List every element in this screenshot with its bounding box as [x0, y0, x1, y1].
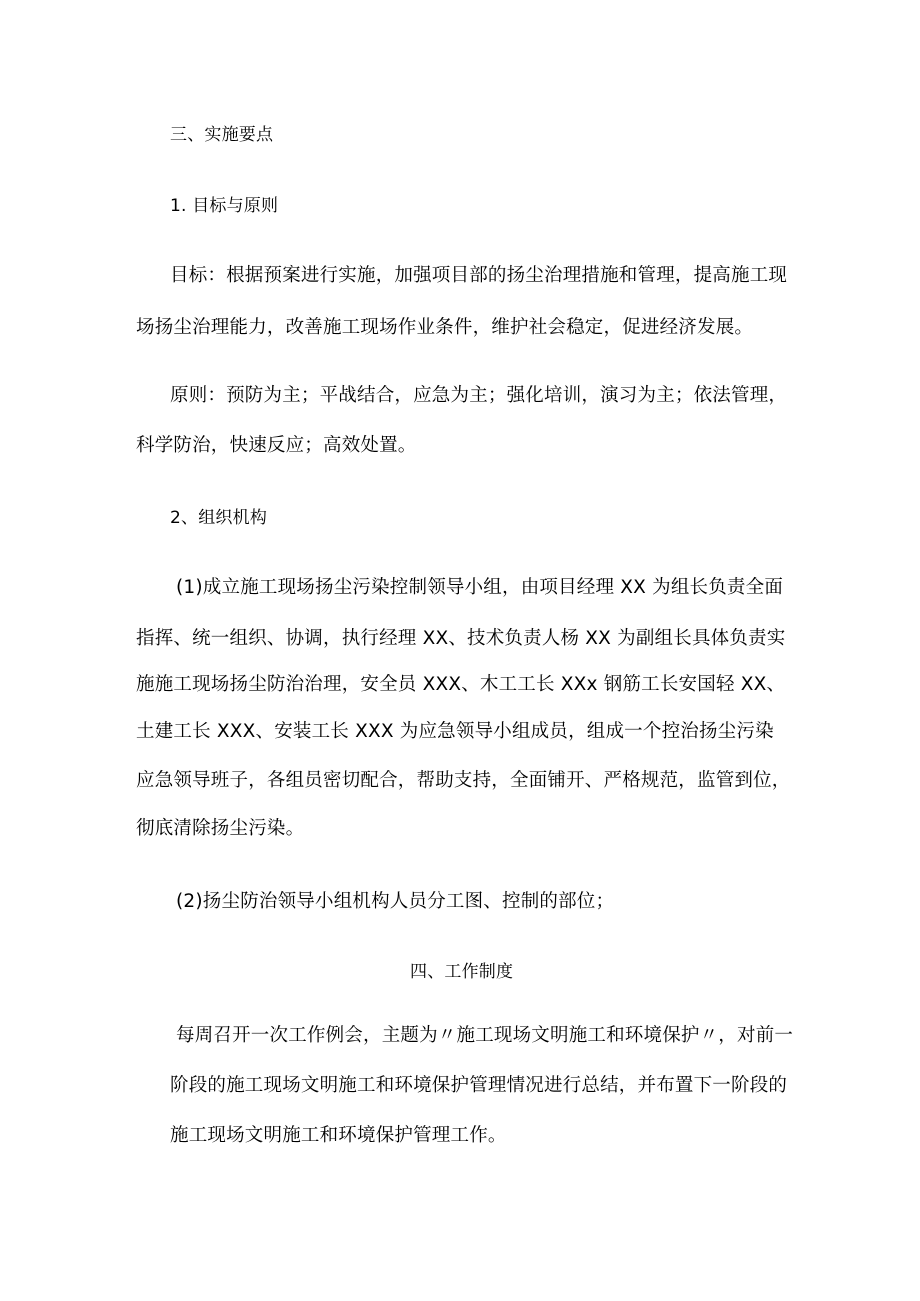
- section4-line-3: 施工现场文明施工和环境保护管理工作。: [170, 1125, 507, 1146]
- org1-line-2: 指挥、统一组织、协调，执行经理 XX、技术负责人杨 XX 为副组长具体负责实: [136, 628, 786, 649]
- section4-heading: 四、工作制度: [410, 962, 514, 982]
- section3-heading: 三、实施要点: [170, 125, 274, 145]
- sub1-heading: 1. 目标与原则: [170, 196, 279, 216]
- principle-line-2: 科学防治，快速反应；高效处置。: [136, 435, 417, 456]
- org1-line-1: (1)成立施工现场扬尘污染控制领导小组，由项目经理 XX 为组长负责全面: [176, 577, 784, 598]
- section4-line-1: 每周召开一次工作例会，主题为〃施工现场文明施工和环境保护〃，对前一: [176, 1025, 794, 1046]
- principle-line-1: 原则：预防为主；平战结合，应急为主；强化培训，演习为主；依法管理，: [170, 385, 788, 406]
- goal-line-2: 场扬尘治理能力，改善施工现场作业条件，维护社会稳定，促进经济发展。: [136, 317, 754, 338]
- goal-line-1: 目标：根据预案进行实施，加强项目部的扬尘治理措施和管理，提高施工现: [170, 265, 788, 286]
- org1-line-6: 彻底清除扬尘污染。: [136, 818, 305, 839]
- org1-line-3: 施施工现场扬尘防治治理，安全员 XXX、木工工长 XXx 钢筋工长安国轻 XX、: [136, 674, 786, 695]
- org1-line-4: 土建工长 XXX、安装工长 XXX 为应急领导小组成员，组成一个控治扬尘污染: [136, 721, 774, 742]
- section4-line-2: 阶段的施工现场文明施工和环境保护管理情况进行总结，并布置下一阶段的: [170, 1075, 788, 1096]
- org1-line-5: 应急领导班子，各组员密切配合，帮助支持，全面铺开、严格规范，监管到位，: [136, 770, 791, 791]
- sub2-heading: 2、组织机构: [170, 508, 268, 528]
- org2-line: (2)扬尘防治领导小组机构人员分工图、控制的部位；: [176, 891, 615, 912]
